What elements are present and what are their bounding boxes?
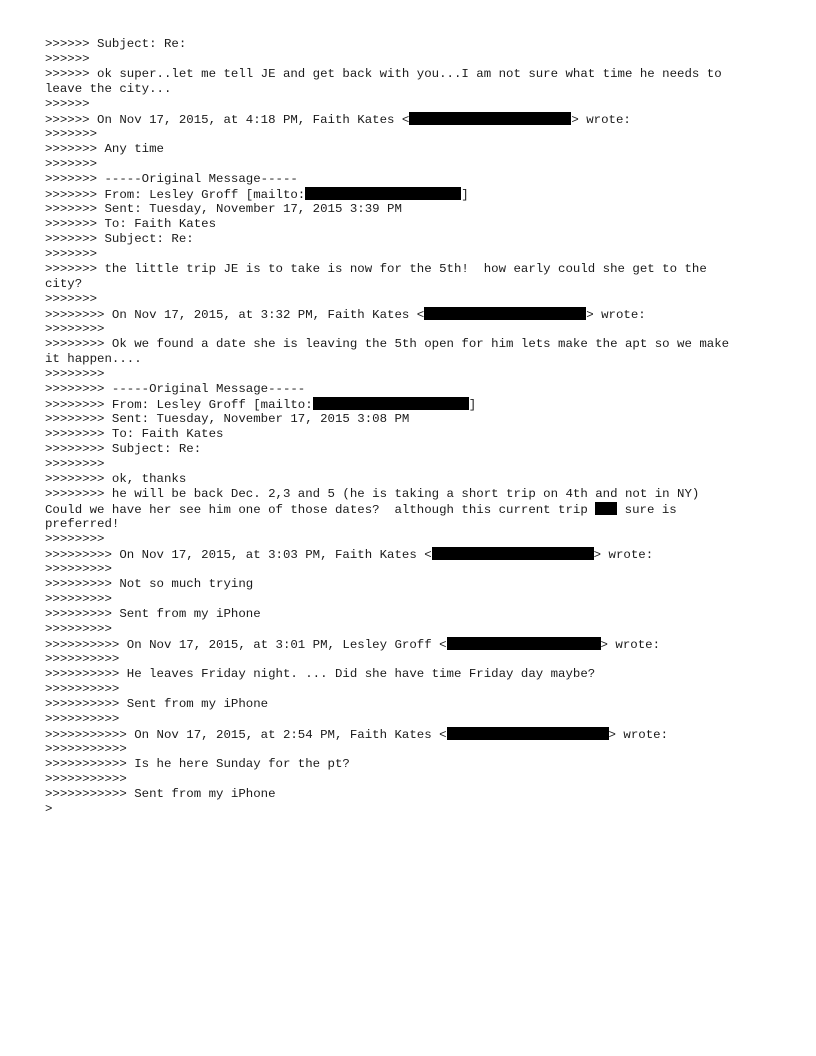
email-text-line [45,607,775,622]
line-text: >>>>>>>>>>> [45,742,127,756]
line-text: sure is [617,503,677,517]
line-text: > wrote: [608,728,669,742]
email-text-line [45,112,775,127]
email-text-line [45,367,775,382]
email-text-line [45,517,775,532]
email-text-line [45,802,775,817]
line-text: >>>>>>>> [45,322,105,336]
email-text-line [45,652,775,667]
email-text-line [45,757,775,772]
email-text-line [45,637,775,652]
email-text-line [45,787,775,802]
redaction-box [447,727,609,740]
line-text: >>>>>>> -----Original Message----- [45,172,298,186]
line-text: >>>>>>> Subject: Re: [45,232,194,246]
line-text: >>>>>>> To: Faith Kates [45,217,217,231]
line-text: >>>>>>>> From: Lesley Groff [mailto: [45,398,313,412]
line-text: > [45,802,53,816]
line-text: >>>>>>>> [45,367,105,381]
line-text: >>>>>>>>>> [45,682,120,696]
line-text: >>>>>> [45,52,90,66]
line-text: >>>>>>> [45,247,98,261]
line-text: ] [461,188,469,202]
line-text: it happen.... [45,352,142,366]
line-text: >>>>>> On Nov 17, 2015, at 4:18 PM, Faith Kates < [45,113,410,127]
line-text: >>>>>>>> Subject: Re: [45,442,202,456]
email-text-line [45,352,775,367]
email-text-line [45,547,775,562]
redaction-box [595,502,617,515]
email-text-line [45,772,775,787]
line-text: preferred! [45,517,120,531]
line-text: >>>>>>> From: Lesley Groff [mailto: [45,188,306,202]
line-text: > wrote: [571,113,631,127]
email-text-line [45,697,775,712]
line-text: >>>>>>>>> On Nov 17, 2015, at 3:03 PM, Faith Kates < [45,548,432,562]
line-text: >>>>>> Subject: Re: [45,37,187,51]
line-text: >>>>>>>>>> He leaves Friday night. ... Did she have time Friday day maybe? [45,667,596,681]
email-text-line [45,82,775,97]
line-text: >>>>>>>>>>> [45,772,127,786]
line-text: >>>>>>> Sent: Tuesday, November 17, 2015 3:39 PM [45,202,402,216]
email-text-line [45,127,775,142]
email-text-line [45,307,775,322]
email-text-line [45,52,775,67]
line-text: >>>>>> ok super..let me tell JE and get back with you...I am not sure what time he needs to [45,67,722,81]
email-text-line [45,427,775,442]
redaction-box [432,547,594,560]
email-text-line [45,727,775,742]
redaction-box [409,112,571,125]
line-text: ] [468,398,477,412]
email-text-line [45,412,775,427]
email-text-line [45,157,775,172]
email-text-line [45,502,775,517]
redaction-box [447,637,601,650]
line-text: >>>>>>>> To: Faith Kates [45,427,224,441]
email-text-line [45,322,775,337]
email-text-line [45,232,775,247]
email-thread-document [45,37,775,817]
line-text: >>>>>>>>>> On Nov 17, 2015, at 3:01 PM, Lesley Groff < [45,638,447,652]
line-text: >>>>>> [45,97,90,111]
email-text-line [45,472,775,487]
line-text: >>>>>>>>>>> Sent from my iPhone [45,787,276,801]
line-text: > wrote: [593,548,654,562]
line-text: >>>>>>>>> Not so much trying [45,577,254,591]
redaction-box [424,307,586,320]
line-text: >>>>>>>> -----Original Message----- [45,382,306,396]
line-text: >>>>>>>> [45,532,105,546]
line-text: >>>>>>>> On Nov 17, 2015, at 3:32 PM, Faith Kates < [45,308,425,322]
line-text: city? [45,277,83,291]
email-text-line [45,37,775,52]
line-text: >>>>>>> [45,292,98,306]
line-text: >>>>>>> Any time [45,142,164,156]
email-text-line [45,562,775,577]
email-text-line [45,487,775,502]
email-text-line [45,202,775,217]
line-text: >>>>>>>>> Sent from my iPhone [45,607,261,621]
line-text: > wrote: [600,638,661,652]
line-text: > wrote: [586,308,646,322]
email-text-line [45,292,775,307]
email-text-line [45,67,775,82]
line-text: >>>>>>> [45,157,98,171]
line-text: >>>>>>> the little trip JE is to take is now for the 5th! how early could she get to the [45,262,707,276]
email-text-line [45,742,775,757]
line-text: >>>>>>>>>>> Is he here Sunday for the pt? [45,757,350,771]
email-text-line [45,532,775,547]
line-text: >>>>>>>> ok, thanks [45,472,187,486]
email-text-line [45,187,775,202]
line-text: leave the city... [45,82,172,96]
email-text-line [45,442,775,457]
email-text-line [45,457,775,472]
redaction-box [313,397,469,410]
email-text-line [45,622,775,637]
redaction-box [305,187,461,200]
line-text: >>>>>>>>>> [45,652,120,666]
email-text-line [45,247,775,262]
line-text: >>>>>>>>>>> On Nov 17, 2015, at 2:54 PM, Faith Kates < [45,728,447,742]
line-text: Could we have her see him one of those dates? although this current trip [45,503,596,517]
email-text-line [45,397,775,412]
email-text-line [45,97,775,112]
email-text-line [45,277,775,292]
email-text-line [45,592,775,607]
email-text-line [45,262,775,277]
line-text: >>>>>>>>> [45,622,112,636]
line-text: >>>>>>>>>> [45,712,120,726]
line-text: >>>>>>>>> [45,592,112,606]
line-text: >>>>>>>> Sent: Tuesday, November 17, 2015 3:08 PM [45,412,410,426]
line-text: >>>>>>>>>> Sent from my iPhone [45,697,269,711]
email-text-line [45,337,775,352]
email-text-line [45,577,775,592]
email-text-line [45,712,775,727]
line-text: >>>>>>>> he will be back Dec. 2,3 and 5 (he is taking a short trip on 4th and not in NY) [45,487,700,501]
line-text: >>>>>>> [45,127,98,141]
email-text-line [45,217,775,232]
line-text: >>>>>>>> [45,457,105,471]
email-text-line [45,682,775,697]
line-text: >>>>>>>>> [45,562,112,576]
line-text: >>>>>>>> Ok we found a date she is leaving the 5th open for him lets make the apt so we make [45,337,730,351]
email-text-line [45,667,775,682]
email-text-line [45,382,775,397]
email-text-line [45,172,775,187]
email-text-line [45,142,775,157]
